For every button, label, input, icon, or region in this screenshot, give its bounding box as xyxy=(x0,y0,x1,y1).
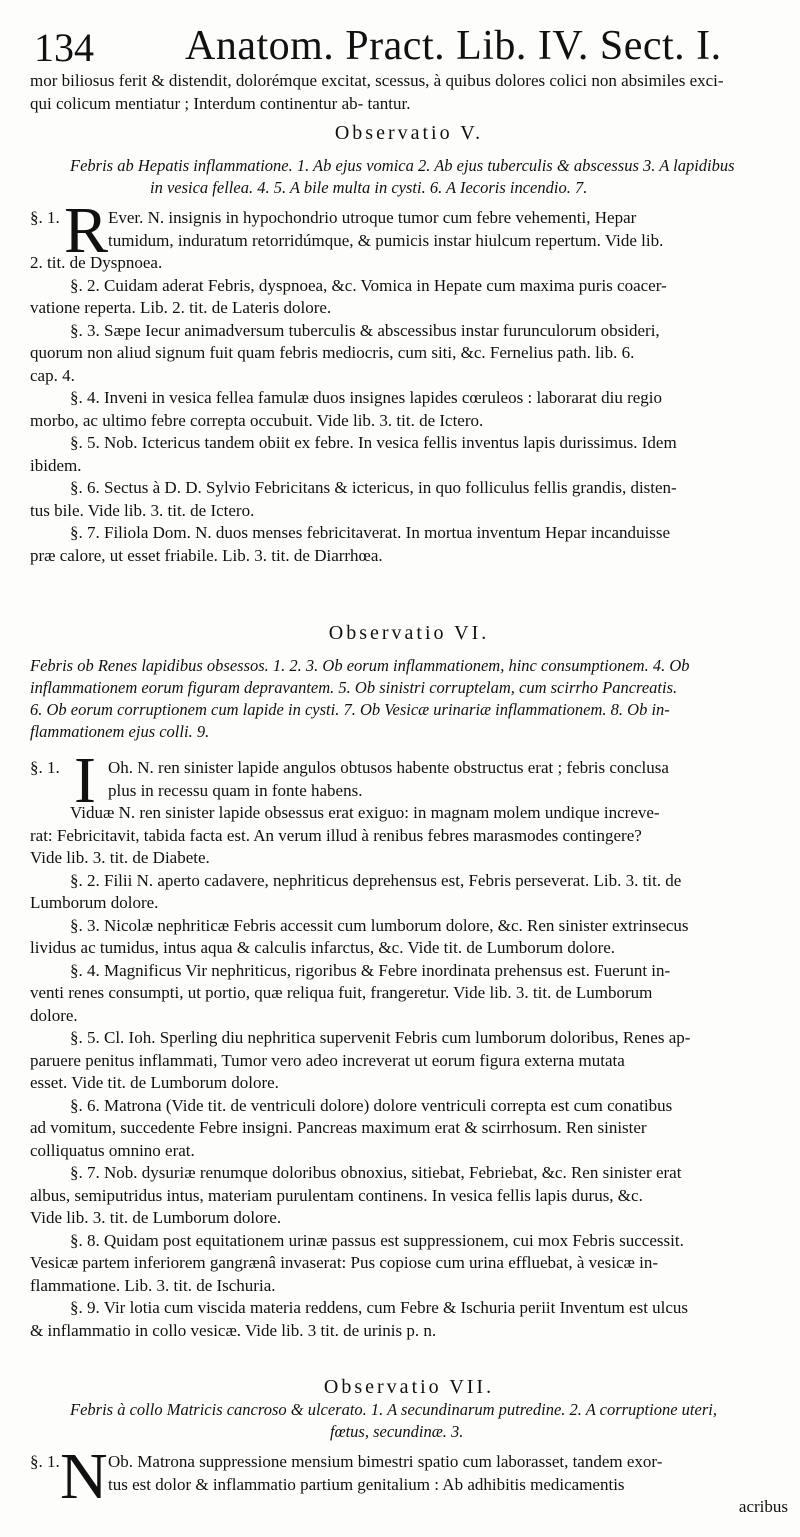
observation-heading: Observatio VII. xyxy=(323,1376,495,1398)
paragraph xyxy=(30,1440,788,1519)
text-line: rat: Febricitavit, tabida facta est. An verum illud à renibus febres marasmodes contingere? xyxy=(30,825,642,845)
observation-6 xyxy=(30,622,788,1342)
text-line: 2. tit. de Dyspnoea. xyxy=(30,253,163,272)
text-line: esset. Vide tit. de Lumborum dolore. xyxy=(30,1073,279,1092)
observation-summary: in vesica fellea. 4. 5. A bile multa in cysti. 6. A Iecoris incendio. 7. xyxy=(150,178,588,197)
section-mark: §. 1. xyxy=(30,758,60,777)
text-line: qui colicum mentiatur ; Interdum continentur ab- tantur. xyxy=(30,93,411,113)
observation-7 xyxy=(30,1376,788,1519)
text-line: vatione reperta. Lib. 2. tit. de Lateris dolore. xyxy=(30,298,332,317)
observation-summary: Febris ab Hepatis inflammatione. 1. Ab ejus vomica 2. Ab ejus tuberculis & abscessus 3. A lapidibus xyxy=(70,156,735,175)
text-line: Lumborum dolore. xyxy=(30,893,159,912)
observation-heading: Observatio V. xyxy=(334,122,484,144)
text-line: mor biliosus ferit & distendit, dolorémque excitat, scessus, à quibus dolores colici non absimiles exci- xyxy=(30,71,724,90)
catchword: acribus xyxy=(738,1497,788,1516)
text-line: lividus ac tumidus, intus aqua & calculis infarctus, &c. Vide tit. de Lumborum dolore. xyxy=(30,938,616,957)
text-line: §. 7. Filiola Dom. N. duos menses febricitaverat. In mortua inventum Hepar incanduisse xyxy=(70,523,671,542)
text-line: Vesicæ partem inferiorem gangrænâ invaserat: Pus copiose cum urina effluebat, à vesicæ in- xyxy=(30,1253,659,1272)
text-line: §. 4. Magnificus Vir nephriticus, rigoribus & Febre inordinata prehensus est. Fuerunt in- xyxy=(70,960,671,980)
observation-summary: Febris à collo Matricis cancroso & ulcerato. 1. A secundinarum putredine. 2. A corruptione uteri, xyxy=(70,1400,717,1419)
text-line: & inflammatio in collo vesicæ. Vide lib. 3 tit. de urinis p. n. xyxy=(30,1320,437,1340)
paragraph xyxy=(30,194,788,275)
text-line: §. 7. Nob. dysuriæ renumque doloribus obnoxius, sitiebat, Febriebat, &c. Ren sinister erat xyxy=(70,1163,682,1182)
text-line: §. 5. Cl. Ioh. Sperling diu nephritica supervenit Febris cum lumborum doloribus, Renes ap- xyxy=(70,1028,691,1047)
observation-summary: 6. Ob eorum corruptionem cum lapide in cysti. 7. Ob Vesicæ urinariæ inflammationem. 8. Ob in- xyxy=(30,700,670,719)
page-header xyxy=(0,18,800,70)
text-line: §. 6. Matrona (Vide tit. de ventriculi dolore) dolore ventriculi correpta est cum conatibus xyxy=(70,1095,673,1115)
text-line: venti renes consumpti, ut portio, quæ reliqua fuit, frangeretur. Vide lib. 3. tit. de Lumborum xyxy=(30,983,653,1002)
page-number: 134 xyxy=(34,25,94,70)
drop-cap: I xyxy=(74,744,96,817)
text-line: §. 5. Nob. Ictericus tandem obiit ex febre. In vesica fellis inventus lapis durissimus. Idem xyxy=(70,433,677,452)
text-line: §. 4. Inveni in vesica fellea famulæ duos insignes lapides cœruleos : laborarat diu regio xyxy=(70,388,663,407)
text-line: colliquatus omnino erat. xyxy=(30,1140,195,1160)
text-line: Vide lib. 3. tit. de Lumborum dolore. xyxy=(30,1208,282,1227)
text-line: ad vomitum, succedente Febre insigni. Pancreas maximum erat & scirrhosum. Ren sinister xyxy=(30,1118,647,1137)
text-line: morbo, ac ultimo febre correpta occubuit. Vide lib. 3. tit. de Ictero. xyxy=(30,410,484,430)
observation-heading: Observatio VI. xyxy=(328,622,490,644)
text-line: albus, semiputridus intus, materiam purulentam continens. In vesica fellis lapis durus, &c. xyxy=(30,1185,643,1205)
continued-text xyxy=(30,70,788,115)
text-line: Viduæ N. ren sinister lapide obsessus erat exiguo: in magnam molem undique increve- xyxy=(70,803,660,822)
observation-summary: flammationem ejus colli. 9. xyxy=(30,722,210,741)
drop-cap: R xyxy=(64,194,109,267)
text-line: Oh. N. ren sinister lapide angulos obtusos habente obstructus erat ; febris conclusa xyxy=(108,758,669,777)
text-line: §. 8. Quidam post equitationem urinæ passus est suppressionem, cui mox Febris successit. xyxy=(70,1230,684,1250)
text-line: §. 2. Cuidam aderat Febris, dyspnoea, &c. Vomica in Hepate cum maxima puris coacer- xyxy=(70,275,667,295)
observation-summary: Febris ob Renes lapidibus obsessos. 1. 2. 3. Ob eorum inflammationem, hinc consumptionem. 4. Ob xyxy=(30,656,690,675)
running-head: Anatom. Pract. Lib. IV. Sect. I. xyxy=(185,23,722,69)
text-line: flammatione. Lib. 3. tit. de Ischuria. xyxy=(30,1275,276,1295)
observation-summary: inflammationem eorum figuram depravantem. 5. Ob sinistri corruptelam, cum scirrho Pancreatis. xyxy=(30,678,678,697)
text-line: dolore. xyxy=(30,1005,78,1025)
section-mark: §. 1. xyxy=(30,208,60,227)
text-line: cap. 4. xyxy=(30,365,75,385)
text-line: tumidum, induratum retorridúmque, & pumicis instar hiulcum repertum. Vide lib. xyxy=(108,230,664,250)
observation-5 xyxy=(30,122,788,567)
text-line: §. 3. Sæpe Iecur animadversum tuberculis & abscessibus instar furunculorum obsideri, xyxy=(70,320,660,340)
text-line: Vide lib. 3. tit. de Diabete. xyxy=(30,848,210,867)
text-line: §. 3. Nicolæ nephriticæ Febris accessit cum lumborum dolore, &c. Ren sinister extrinsecus xyxy=(70,915,689,935)
text-line: Ever. N. insignis in hypochondrio utroque tumor cum febre vehementi, Hepar xyxy=(108,208,637,227)
observation-summary: fœtus, secundinæ. 3. xyxy=(330,1422,464,1441)
text-line: præ calore, ut esset friabile. Lib. 3. tit. de Diarrhœa. xyxy=(30,545,383,565)
text-line: ibidem. xyxy=(30,455,82,475)
text-line: §. 9. Vir lotia cum viscida materia reddens, cum Febre & Ischuria periit Inventum est ulcus xyxy=(70,1298,689,1317)
text-line: paruere penitus inflammati, Tumor vero adeo increverat ut eorum figura externa mutata xyxy=(30,1050,625,1070)
text-line: Ob. Matrona suppressione mensium bimestri spatio cum laborasset, tandem exor- xyxy=(108,1452,663,1471)
text-line: quorum non aliud signum fuit quam febris mediocris, cum siti, &c. Fernelius path. lib. 6. xyxy=(30,343,635,362)
text-line: §. 6. Sectus à D. D. Sylvio Febricitans & ictericus, in quo folliculus fellis grandis, disten- xyxy=(70,478,677,497)
drop-cap: N xyxy=(60,1440,108,1513)
text-line: plus in recessu quam in fonte habens. xyxy=(108,780,363,800)
text-line: §. 2. Filii N. aperto cadavere, nephriticus deprehensus est, Febris perseverat. Lib. 3. tit. de xyxy=(70,870,682,890)
text-line: tus est dolor & inflammatio partium genitalium : Ab adhibitis medicamentis xyxy=(108,1474,625,1494)
section-mark: §. 1. xyxy=(30,1452,60,1471)
text-line: tus bile. Vide lib. 3. tit. de Ictero. xyxy=(30,500,255,520)
